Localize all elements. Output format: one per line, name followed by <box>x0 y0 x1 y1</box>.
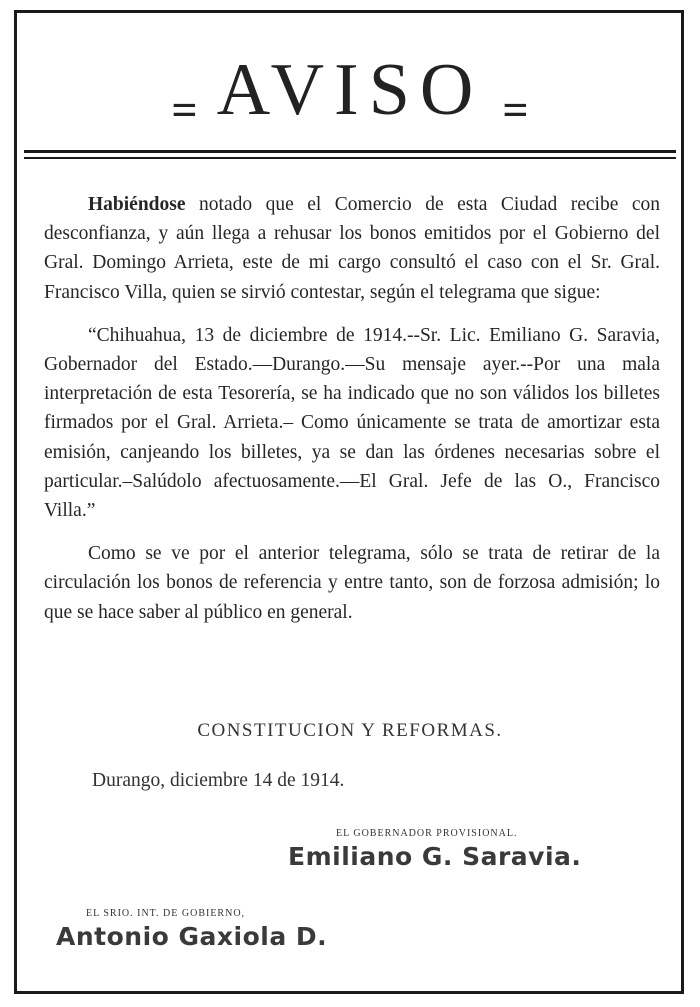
paragraph-telegram: “Chihuahua, 13 de diciembre de 1914.--Sr. Lic. Emiliano G. Saravia, Gobernador del Estado.—Durango.—Su mensaje ayer.--Por una mala interpretación de esta Tesorería, se ha indicado que no son válidos los billetes firmados por el Gral. Arrieta.– Como únicamente se trata de amortizar esta emisión, canjeando los billetes, ya se dan las órdenes necesarias sobre el particular.–Salúdolo afectuosamente.—El Gral. Jefe de las O., Francisco Villa.” <box>44 324 660 522</box>
page-title: AVISO <box>216 49 484 131</box>
notice-body <box>44 190 660 641</box>
motto: CONSTITUCION Y REFORMAS. <box>197 720 503 741</box>
title-divider-bottom <box>24 157 676 159</box>
paragraph-conclusion: Como se ve por el anterior telegrama, sólo se trata de retirar de la circulación los bonos de referencia y entre tanto, son de forzosa admisión; lo que se hace saber al público en general. <box>44 543 660 623</box>
place-date: Durango, diciembre 14 de 1914. <box>92 770 345 791</box>
paragraph-intro <box>44 190 660 307</box>
paragraph-intro-lead: Habiéndose <box>88 194 186 215</box>
governor-name: Emiliano G. Saravia. <box>288 842 582 871</box>
title-block <box>0 40 700 140</box>
title-dash-right: = <box>502 84 529 135</box>
secretary-name: Antonio Gaxiola D. <box>56 922 328 951</box>
title-dash-left: = <box>171 84 198 135</box>
governor-title: EL GOBERNADOR PROVISIONAL. <box>336 828 518 839</box>
paragraph-intro-text: notado que el Comercio de esta Ciudad recibe con desconfianza, y aún llega a rehusar los bonos emitidos por el Gobierno del Gral. Domingo Arrieta, este de mi cargo consultó el caso con el Sr. Gral. Francisco Villa, quien se sirvió contestar, según el telegrama que sigue: <box>44 194 660 303</box>
secretary-title: EL SRIO. INT. DE GOBIERNO, <box>86 908 246 919</box>
title-divider-top <box>24 150 676 153</box>
